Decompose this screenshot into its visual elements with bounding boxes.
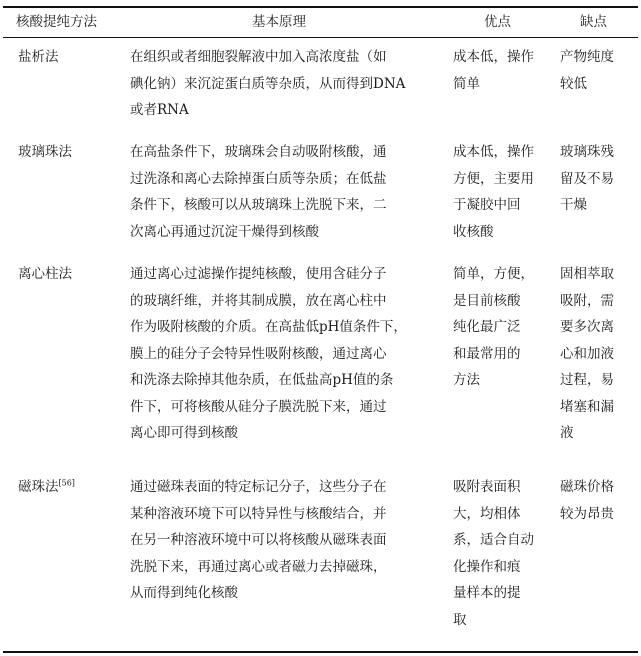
header-cons: 缺点 [580, 14, 607, 30]
method-label: 磁珠法 [18, 479, 59, 495]
table-top-rule [3, 6, 638, 8]
cons-cell: 固相萃取 吸附，需 要多次离 心和加液 过程，易 堵塞和漏 液 [560, 266, 614, 441]
header-principle: 基本原理 [252, 14, 306, 30]
pros-cell: 简单，方便， 是目前核酸 纯化最广泛 和最常用的 方法 [453, 266, 534, 388]
pros-cell: 吸附表面积 大，均相体 系，适合自动 化操作和痕 量样本的提 取 [453, 479, 534, 628]
cons-cell: 玻璃珠残 留及不易 干燥 [560, 144, 614, 213]
principle-cell: 通过磁珠表面的特定标记分子，这些分子在 某种溶液环境下可以特异性与核酸结合，并 在另一种溶液环境中可以将核酸从磁珠表面 洗脱下来，再通过离心或者磁力去掉磁珠， 从而得到纯化核酸 [130, 479, 387, 601]
principle-cell: 在组织或者细胞裂解液中加入高浓度盐（如 碘化钠）来沉淀蛋白质等杂质，从而得到DNA 或者RNA [130, 49, 406, 118]
cons-cell: 磁珠价格 较为昂贵 [560, 479, 614, 522]
principle-cell: 在高盐条件下，玻璃珠会自动吸附核酸，通 过洗涤和离心去除掉蛋白质等杂质；在低盐 条件下，核酸可以从玻璃珠上洗脱下来，二 次离心再通过沉淀干燥得到核酸 [130, 144, 387, 240]
header-pros: 优点 [484, 14, 511, 30]
header-method: 核酸提纯方法 [16, 14, 97, 30]
method-cell [18, 474, 118, 501]
method-cell: 离心柱法 [18, 266, 72, 282]
principle-cell: 通过离心过滤操作提纯核酸，使用含硅分子 的玻璃纤维，并将其制成膜，放在离心柱中 作为吸附核酸的介质。在高盐低pH值条件下， 膜上的硅分子会特异性吸附核酸，通过离心 和洗涤去除掉其他杂质，在低盐高pH值的条 件下，可将核酸从硅分子膜洗脱下来，通过 离心即可得到核酸 [130, 266, 407, 441]
cons-cell: 产物纯度 较低 [560, 49, 614, 92]
method-cell: 盐析法 [18, 49, 59, 65]
citation-ref: [56] [58, 478, 75, 488]
table-bottom-rule [3, 651, 638, 653]
table-header-rule [3, 37, 638, 38]
method-cell: 玻璃珠法 [18, 144, 72, 160]
pros-cell: 成本低，操作 简单 [453, 49, 534, 92]
pros-cell: 成本低，操作 方便，主要用 于凝胶中回 收核酸 [453, 144, 534, 240]
